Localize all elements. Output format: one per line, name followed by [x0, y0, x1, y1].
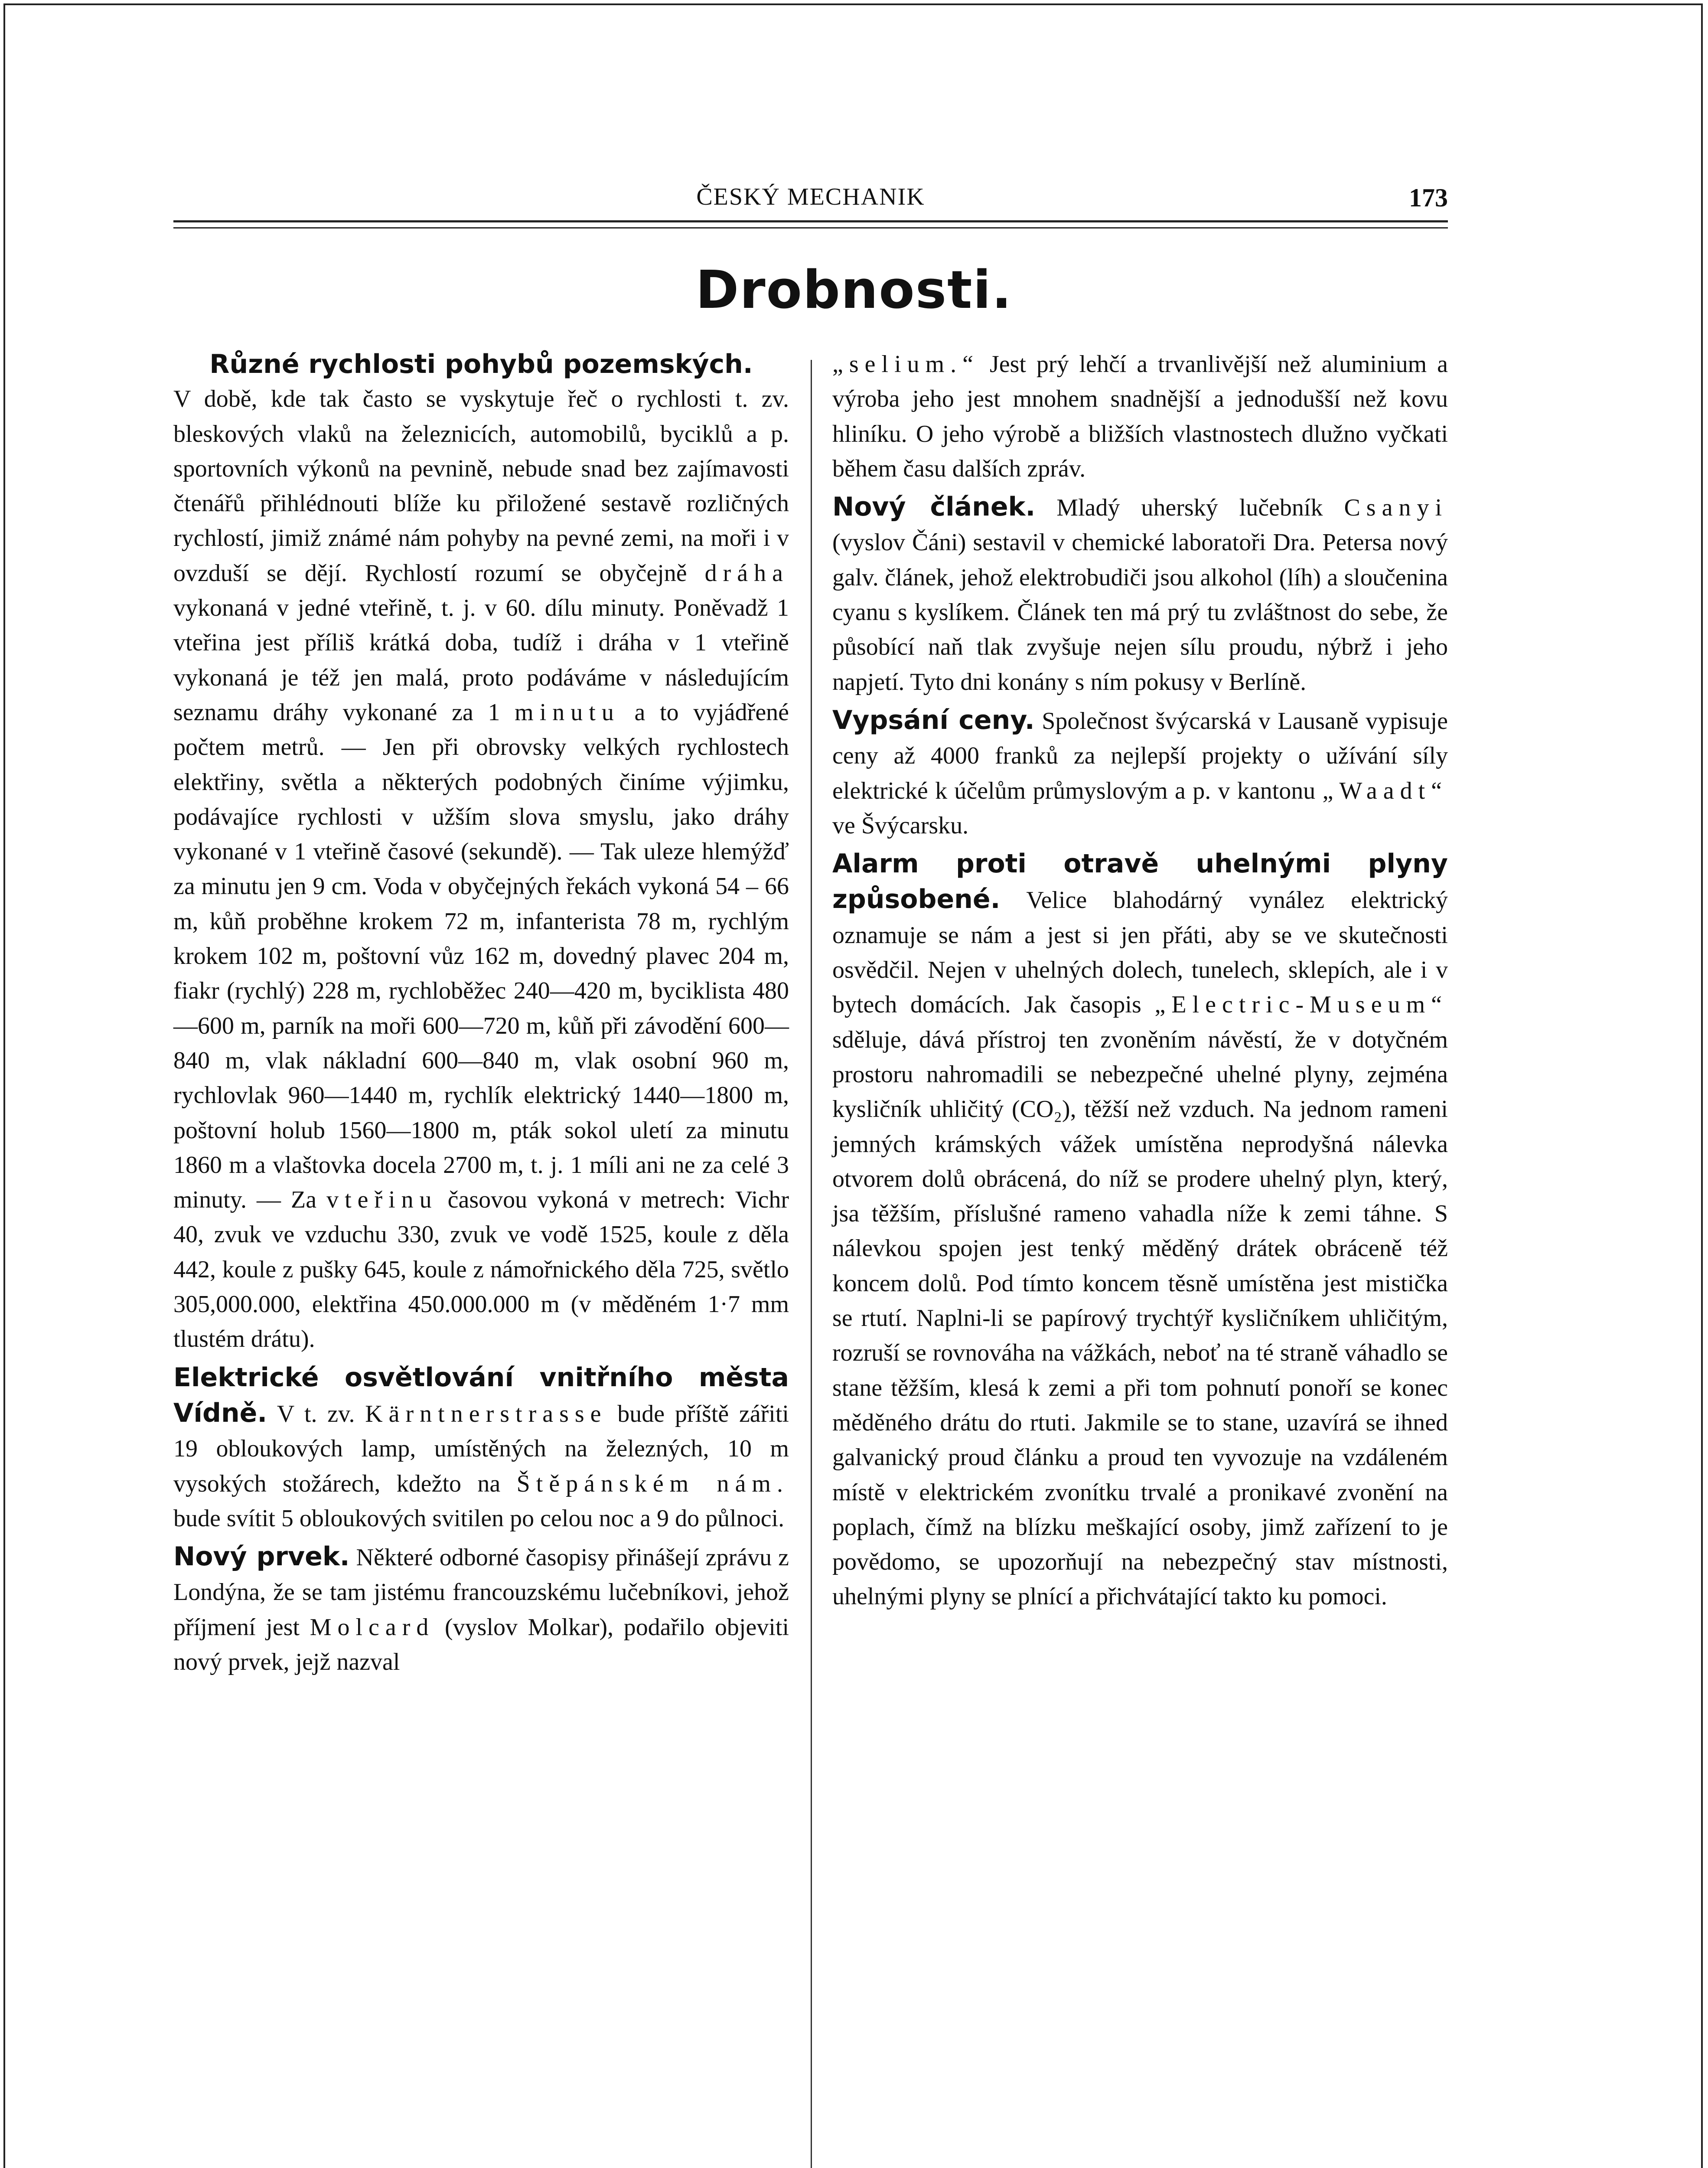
article-text: V t. zv. [277, 1400, 355, 1427]
spaced-emphasis: minutu [515, 699, 620, 726]
article-speeds [173, 347, 789, 1357]
article-text: (vyslov Molkar), podařilo objeviti nový prvek, jejž nazval [173, 1613, 789, 1675]
section-title: Drobnosti. [695, 260, 1013, 320]
spaced-emphasis: dráha [704, 559, 789, 587]
article-text: bude příště zářiti 19 obloukových lamp, umístěných na železných, 10 m vysokých stožárech, kdežto na [173, 1400, 789, 1497]
article-cell [832, 490, 1448, 699]
spaced-emphasis: „selium.“ [832, 351, 980, 378]
header-rule-thin [173, 227, 1448, 229]
right-column [832, 347, 1448, 1614]
article-text: Mladý uherský lučebník [1056, 494, 1323, 522]
article-text: Společnost švýcarská v Lausaně vypisuje ceny až 4000 franků za nejlepší projekty o užívání síly elektrické k účelům průmyslovým a p. v kantonu [832, 707, 1448, 804]
left-column [173, 347, 789, 1679]
article-heading: Vypsání ceny. [832, 705, 1035, 735]
column-divider [811, 360, 812, 2168]
article-text: V době, kde tak často se vyskytuje řeč o rychlosti t. zv. bleskových vlaků na železnicích, automobilů, byciklů a p. sportovních výkonů na pevnině, nebude snad bez zajímavosti čtenářů přihlédnouti blíže ku přiložené sestavě rozličných rychlostí, jimiž známé nám pohyby na pevné zemi, na moři i v ovzduší se dějí. Rychlostí rozumí se obyčejně [173, 385, 789, 587]
spaced-emphasis: „Waadt“ [1322, 777, 1448, 804]
article-heading: Nový prvek. [173, 1541, 350, 1572]
article-element [173, 1539, 789, 1679]
article-text: (vyslov Čáni) sestavil v chemické laboratoři Dra. Petersa nový galv. článek, jehož elektrobudiči jsou alkohol (líh) a sloučenina cyanu s kyslíkem. Článek ten má prý tu zvláštnost do sebe, že působící naň tlak zvyšuje nejen sílu proudu, nýbrž i jeho napjetí. Tyto dni konány s ním pokusy v Berlíně. [832, 529, 1448, 695]
article-heading: Nový článek. [832, 492, 1036, 522]
spaced-emphasis: Kärntnerstrasse [365, 1400, 607, 1427]
article-prize [832, 703, 1448, 843]
article-alarm [832, 846, 1448, 1614]
article-heading: Elektrické osvětlování vnitřního města Vídně. [173, 1362, 789, 1428]
header-rule-thick [173, 220, 1448, 222]
article-element-continued [832, 347, 1448, 486]
spaced-emphasis: Csanyi [1344, 494, 1448, 522]
running-header [173, 179, 1448, 213]
page-number: 173 [1409, 183, 1448, 212]
article-text: vykonaná v jedné vteřině, t. j. v 60. dílu minuty. Poněvadž 1 vteřina jest příliš krátká doba, tudíž i dráha v 1 vteřině vykonaná je též jen malá, proto podáváme v následujícím seznamu dráhy vykonané za 1 [173, 594, 789, 726]
spaced-emphasis: Molcard [310, 1613, 435, 1641]
journal-title: ČESKÝ MECHANIK [696, 183, 925, 210]
article-text: časovou vykoná v metrech: Vichr 40, zvuk ve vzduchu 330, zvuk ve vodě 1525, koule z děla 442, koule z pušky 645, koule z námořnického děla 725, světlo 305,000.000, elektřina 450.000.000 m (v měděném 1·7 mm tlustém drátu). [173, 1186, 789, 1353]
article-text: Velice blahodárný vynález elektrický oznamuje se nám a jest si jen přáti, aby se ve skutečnosti osvědčil. Nejen v uhelných dolech, tunelech, sklepích, ale i v bytech domácích. Jak časopis [832, 887, 1448, 1019]
article-text: sděluje, dává přístroj ten zvoněním návěstí, že v dotyčném prostoru nahromadili se nebezpečné uhelné plyny, zejména kysličník uhličitý (CO₂), těžší než vzduch. Na jednom rameni jemných krámských vážek umístěna neprodyšná nálevka otvorem dolů obrácená, do níž se prodere uhelný plyn, který, jsa těžším, příslušné rameno vahadla níže k zemi táhne. S nálevkou spojen jest tenký měděný drátek obráceně též koncem dolů. Pod tímto koncem těsně umístěna jest mistička se rtutí. Naplni-li se papírový trychtýř kysličníkem uhličitým, rozruší se rovnováha na vážkách, neboť na té straně váhadlo se stane těžším, klesá k zemi a při tom pohnutí ponoří se konec měděného drátu do rtuti. Jakmile se to stane, uzavírá se ihned galvanický proud článku a proud ten vyvozuje na vzdáleném místě v elektrickém zvonítku trvalé a pronikavé zvonění na poplach, čímž na blízku meškající osoby, jimž zařízení to je povědomo, se upozorňují na nebezpečný stav místnosti, uhelnými plyny se plnící a přichvátající takto ku pomoci. [832, 1026, 1448, 1610]
article-text: bude svítit 5 obloukových svitilen po celou noc a 9 do půlnoci. [173, 1505, 785, 1532]
article-heading: Různé rychlosti pohybů pozemských. [209, 349, 753, 379]
article-text: Některé odborné časopisy přinášejí zprávu z Londýna, že se tam jistému francouzskému lučebníkovi, jehož příjmení jest [173, 1544, 789, 1641]
article-text: ve Švýcarsku. [832, 812, 969, 839]
article-text: Jest prý lehčí a trvanlivější než aluminium a výroba jeho jest mnohem snadnější a jednodušší než kovu hliníku. O jeho výrobě a bližších vlastnostech dlužno vyčkati během času dalších zpráv. [832, 351, 1448, 482]
spaced-emphasis: „Electric-Museum“ [1154, 991, 1448, 1019]
spaced-emphasis: vteřinu [326, 1186, 438, 1214]
article-vienna [173, 1360, 789, 1536]
article-text: a to vyjádřené počtem metrů. — Jen při obrovsky velkých rychlostech elektřiny, světla a některých podobných činíme výjimku, podávajíce rychlosti v užším slova smyslu, jako dráhy vykonané v 1 vteřině časové (sekundě). — Tak uleze hlemýžď za minutu jen 9 cm. Voda v obyčejných řekách vykoná 54 – 66 m, kůň proběhne krokem 72 m, infanterista 78 m, rychlým krokem 102 m, poštovní vůz 162 m, dovedný plavec 204 m, fiakr (rychlý) 228 m, rychloběžec 240—420 m, byciklista 480—600 m, parník na moři 600—720 m, kůň při závodění 600—840 m, vlak nákladní 600—840 m, vlak osobní 960 m, rychlovlak 960—1440 m, rychlík elektrický 1440—1800 m, poštovní holub 1560—1800 m, pták sokol uletí za minutu 1860 m a vlaštovka docela 2700 m, t. j. 1 míli ani ne za celé 3 minuty. — Za [173, 699, 789, 1214]
article-heading: Alarm proti otravě uhelnými plyny způsobené. [832, 849, 1448, 915]
spaced-emphasis: Štěpánském nám. [516, 1470, 789, 1497]
